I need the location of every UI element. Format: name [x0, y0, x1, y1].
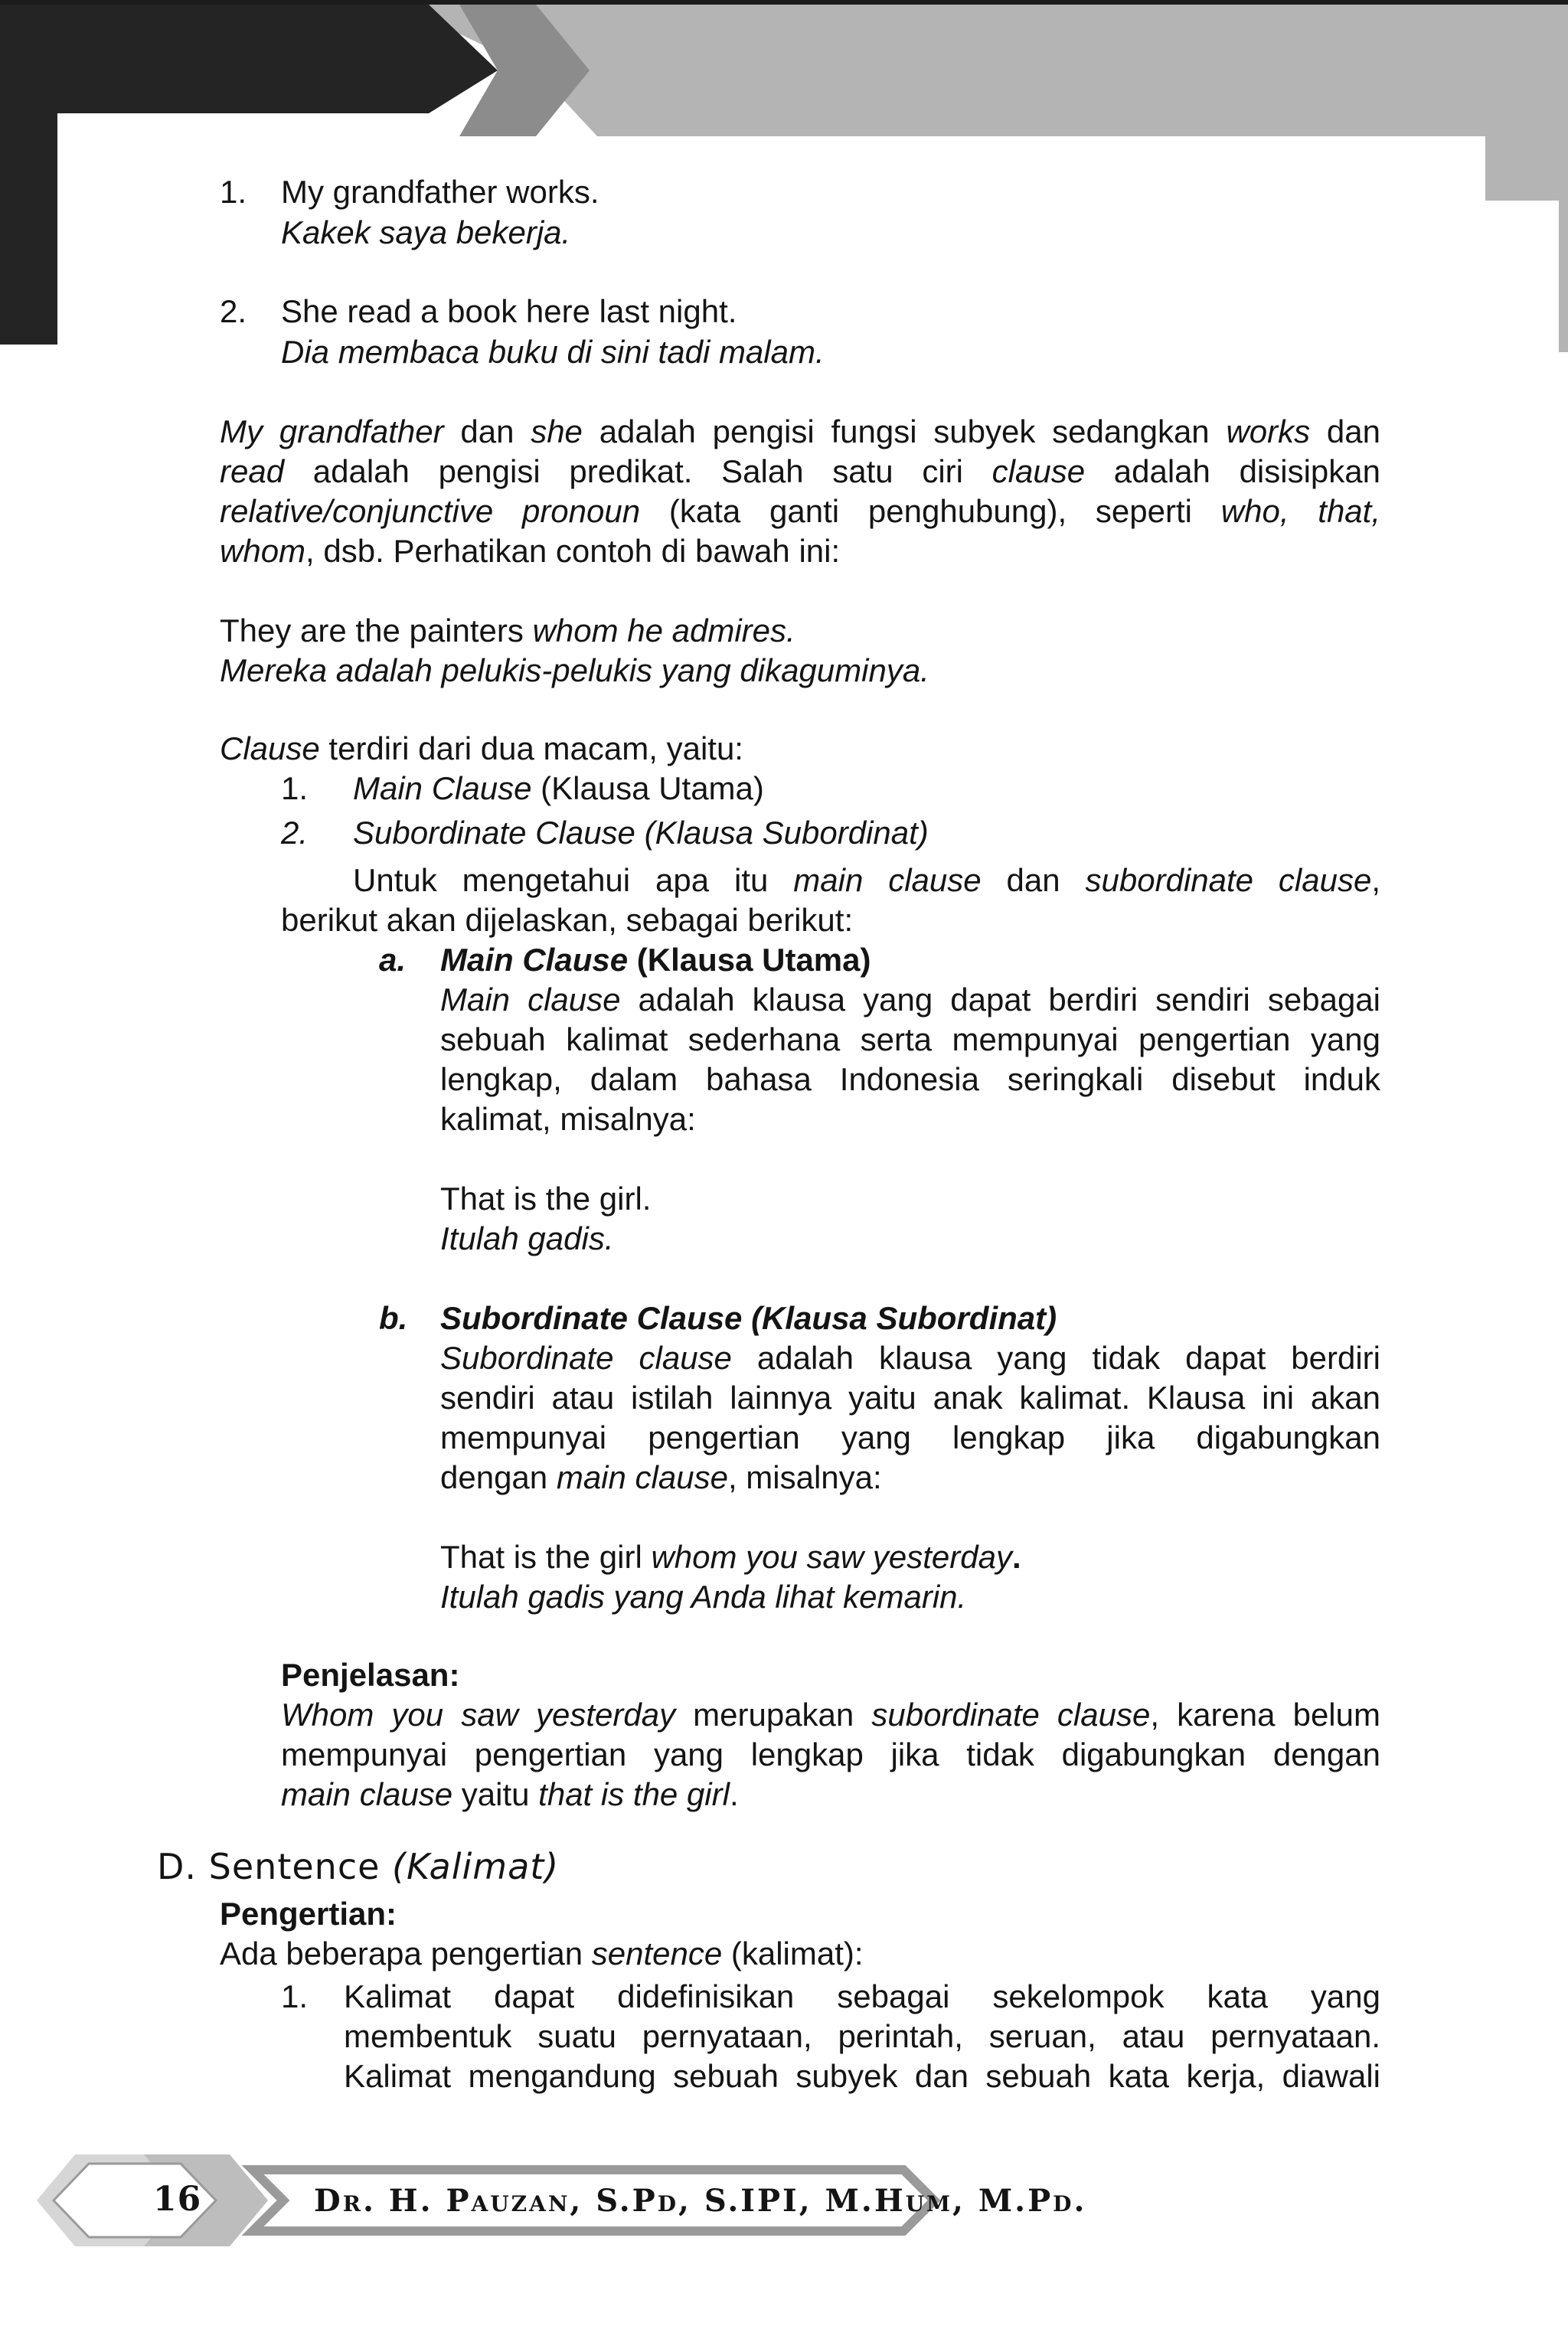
explain-line-2: berikut akan dijelaskan, sebagai berikut: — [281, 902, 854, 938]
main-clause-heading: a. Main Clause (Klausa Utama) — [379, 942, 871, 978]
explain-line-1: Untuk mengetahui apa itu main clause dan subordinate clause, — [353, 862, 1381, 898]
sentence-item-number: 1. — [281, 1978, 309, 2014]
sub-clause-example-indonesian: Itulah gadis yang Anda lihat kemarin. — [440, 1579, 967, 1615]
sub-clause-line-4: dengan main clause, misalnya: — [440, 1459, 882, 1495]
sentence-item-line-2: membentuk suatu pernyataan, perintah, seruan, atau pernyataan. — [344, 2018, 1380, 2054]
main-clause-line-4: kalimat, misalnya: — [440, 1101, 696, 1137]
section-d-heading: D. Sentence (Kalimat) — [157, 1846, 560, 1887]
main-clause-line-2: sebuah kalimat sederhana serta mempunyai pengertian yang — [440, 1021, 1380, 1057]
author-name: Dr. H. Pauzan, S.Pd, S.IPI, M.Hum, M.Pd. — [314, 2183, 1087, 2219]
paragraph-1-line-4: whom, dsb. Perhatikan contoh di bawah ini: — [220, 533, 841, 569]
sentence-item-line-3: Kalimat mengandung sebuah subyek dan sebuah kata kerja, diawali — [344, 2058, 1380, 2094]
main-clause-line-3: lengkap, dalam bahasa Indonesia seringkali disebut induk — [440, 1061, 1380, 1097]
sub-clause-example-english: That is the girl whom you saw yesterday. — [440, 1539, 1021, 1575]
penjelasan-heading: Penjelasan: — [281, 1657, 460, 1693]
pengertian-heading: Pengertian: — [220, 1896, 397, 1932]
paragraph-1-line-2: read adalah pengisi predikat. Salah satu ciri clause adalah disisipkan — [220, 453, 1380, 489]
example-2-indonesian: Dia membaca buku di sini tadi malam. — [281, 334, 825, 370]
example-1-indonesian: Kakek saya bekerja. — [281, 214, 571, 250]
example-3-indonesian: Mereka adalah pelukis-pelukis yang dikaguminya. — [220, 652, 929, 688]
example-3-english: They are the painters whom he admires. — [220, 612, 795, 648]
penjelasan-line-1: Whom you saw yesterday merupakan subordinate clause, karena belum — [281, 1697, 1380, 1733]
paragraph-1-line-3: relative/conjunctive pronoun (kata ganti penghubung), seperti who, that, — [220, 493, 1381, 529]
main-clause-example-indonesian: Itulah gadis. — [440, 1220, 614, 1256]
example-1-english: 1. My grandfather works. — [220, 174, 599, 210]
clause-intro: Clause terdiri dari dua macam, yaitu: — [220, 730, 743, 766]
page-number: 16 — [153, 2180, 202, 2219]
example-2-english: 2. She read a book here last night. — [220, 293, 737, 329]
sub-clause-heading: b. Subordinate Clause (Klausa Subordinat) — [379, 1300, 1057, 1336]
sub-clause-line-2: sendiri atau istilah lainnya yaitu anak kalimat. Klausa ini akan — [440, 1380, 1380, 1416]
sub-clause-line-1: Subordinate clause adalah klausa yang tidak dapat berdiri — [440, 1340, 1380, 1376]
clause-list-item-1: 1. Main Clause (Klausa Utama) — [281, 770, 764, 806]
sentence-item-line-1: Kalimat dapat didefinisikan sebagai sekelompok kata yang — [344, 1978, 1380, 2014]
sentence-intro: Ada beberapa pengertian sentence (kalimat): — [220, 1936, 864, 1971]
main-clause-example-english: That is the girl. — [440, 1181, 652, 1217]
penjelasan-line-3: main clause yaitu that is the girl. — [281, 1776, 739, 1812]
paragraph-1-line-1: My grandfather dan she adalah pengisi fungsi subyek sedangkan works dan — [220, 413, 1380, 449]
main-clause-line-1: Main clause adalah klausa yang dapat berdiri sendiri sebagai — [440, 982, 1381, 1018]
sub-clause-line-3: mempunyai pengertian yang lengkap jika digabungkan — [440, 1419, 1380, 1455]
penjelasan-line-2: mempunyai pengertian yang lengkap jika tidak digabungkan dengan — [281, 1736, 1380, 1772]
clause-list-item-2: 2. Subordinate Clause (Klausa Subordinat) — [281, 815, 929, 851]
